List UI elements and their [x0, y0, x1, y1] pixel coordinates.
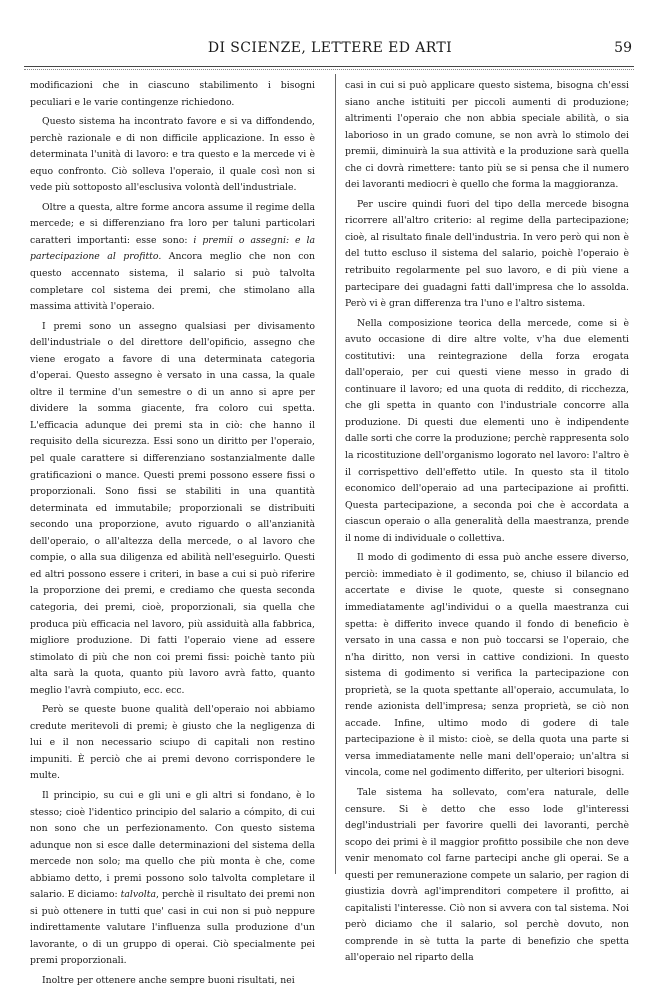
- page-number: 59: [614, 40, 632, 56]
- paragraph-text: Oltre a questa, altre forme ancora assume il regime della mercede; e si differenziano fra loro per taluni particolari caratteri importanti: esse sono:: [30, 201, 315, 246]
- running-header: [26, 40, 634, 62]
- running-title: DI SCIENZE, LETTERE ED ARTI: [207, 40, 453, 56]
- paragraph-text: Ancora meglio che non con questo accennato sistema, il salario si può talvolta completare col sistema dei premi, che stimolano alla massima attività l'operaio.: [30, 251, 315, 313]
- paragraph: I premi sono un assegno qualsiasi per divisamento dell'industriale o del direttore dell'opificio, assegno che viene erogato a favore di una determinata categoria d'operai. Questo assegno è versato in una cassa, la quale oltre il termine d'un semestre o di un anno si apre per dividere la somma giacente, fra coloro cui spetta. L'efficacia adunque dei premi sta in ciò: che hanno il requisito della sicurezza. Essi sono un diritto per l'operaio, pel quale carattere si differenziano sostanzialmente dalle gratificazioni o mance. Questi premi possono essere fissi o proporzionali. Sono fissi se stabiliti in una quantità determinata ed immutabile; proporzionali se distribuiti secondo una proporzione, avuto riguardo o all'anzianità dell'operaio, o all'altezza della mercede, o al lavoro che compie, o alla sua diligenza ed abilità nell'eseguirlo. Questi ed altri possono essere i criteri, in base a cui si può riferire la proporzione dei premi, e crediamo che questa seconda categoria, dei premi, cioè, proporzionali, sia quella che produca più efficacia nel lavoro, più assiduità alla fabbrica, migliore produzione. Di fatti l'operaio viene ad essere stimolato di più che non coi premi fissi: poichè tanto più alta sarà la quota, quanto più lavoro avrà fatto, quanto meglio l'avrà compiuto, ecc. ecc.: [30, 320, 315, 696]
- paragraph: Per uscire quindi fuori del tipo della mercede bisogna ricorrere all'altro criterio: al regime della partecipazione; cioè, al risultato finale dell'industria. In vero però qui non è del tutto escluso il sistema del salario, poichè l'operaio è retribuito regolarmente pel suo lavoro, e di più viene a partecipare dei guadagni fatti dall'impresa che lo assolda. Però vi è gran differenza tra l'uno e l'altro sistema.: [345, 198, 629, 310]
- paragraph: Nella composizione teorica della mercede, come si è avuto occasione di dire altre volte, v'ha due elementi costitutivi: una reintegrazione della forza erogata dall'operaio, per cui questi viene messo in grado di continuare il lavoro; ed una quota di reddito, di ricchezza, che gli spetta in quanto con l'industriale concorre alla produzione. Di questi due elementi uno è indipendente dalle sorti che corre la produzione; perchè rappresenta solo la ricostituzione dell'organismo logorato nel lavoro: l'altro è il corrispettivo dell'effetto utile. In questo sta il titolo economico dell'operaio ad una partecipazione ai profitti. Questa partecipazione, a seconda poi che è accordata a ciascun operaio o alla generalità della maestranza, prende il nome di individuale o collettiva.: [345, 317, 629, 544]
- paragraph: [30, 200, 315, 316]
- paragraph: Però se queste buone qualità dell'operaio noi abbiamo credute meritevoli di premi; è giusto che la negligenza di lui e il non necessario sciupo di capitali non restino impuniti. È perciò che ai premi devono corrispondere le multe.: [30, 704, 315, 782]
- italic-text: talvolta: [120, 889, 156, 901]
- italic-text: i premii o assegni: e la partecipazione al profitto.: [30, 234, 315, 263]
- paragraph: casi in cui si può applicare questo sistema, bisogna ch'essi siano anche istituiti per piccoli aumenti di produzione; altrimenti l'operaio che non abbia speciale abilità, o sia laborioso in un grado comune, se non avrà lo stimolo dei premii, diminuirà la sua attività e la produzione sarà quella che ci dovrà rimettere: tanto più se si pensa che il numero dei lavoranti mediocri è quello che forma la maggioranza.: [345, 80, 629, 191]
- paragraph-text: , perchè il risultato dei premi non si può ottenere in tutti que' casi in cui non si può neppure indirettamente valutare l'influenza sulla produzione d'un lavorante, o di un gruppo di operai. Ciò specialmente pei premi proporzionali.: [30, 889, 315, 967]
- paragraph-text: Il principio, su cui e gli uni e gli altri si fondano, è lo stesso; cioè l'identico principio del salario a cómpito, di cui non sono che un perfezionamento. Con questo sistema adunque non si esce dalle determinazioni del sistema della mercede non solo; ma quello che più monta è che, come abbiamo detto, i premi possono solo talvolta completare il salario. E diciamo:: [30, 789, 315, 901]
- header-rule: [24, 66, 634, 67]
- paragraph: Questo sistema ha incontrato favore e si va diffondendo, perchè razionale e di non difficile applicazione. In esso è determinata l'unità di lavoro: e tra questo e la mercede vi è equo confronto. Ciò solleva l'operaio, il quale così non si vede più sottoposto all'esclusiva volontà dell'industriale.: [30, 116, 315, 194]
- paragraph: [30, 788, 315, 970]
- paragraph: Inoltre per ottenere anche sempre buoni risultati, nei: [42, 974, 295, 986]
- paragraph: Tale sistema ha sollevato, com'era naturale, delle censure. Si è detto che esso lode gl'interessi degl'industriali per favorire quelli dei lavoranti, perchè scopo dei primi è il maggior profitto possibile che non deve venir menomato col farne partecipi anche gli operai. Se a questi per remunerazione compete un salario, per ragion di giustizia dovrà agl'imprenditori competere il profitto, ai capitalisti l'interesse. Ciò non si avvera con tal sistema. Noi però diciamo che il salario, sol perchè dovuto, non comprende in sè tutta la parte di benefizio che spetta all'operaio nel riparto della: [345, 786, 629, 964]
- right-column: [345, 78, 629, 967]
- paragraph: Il modo di godimento di essa può anche essere diverso, perciò: immediato è il godimento, se, chiuso il bilancio ed accertate e divise le quote, queste si consegnano immediatamente agl'individui o a quella maestranza cui spetta: è differito invece quando il fondo di beneficio è versato in una cassa e non può toccarsi se l'operaio, che n'ha diritto, non versi in cattive condizioni. In questo sistema di godimento si verifica la partecipazione con proprietà, se la quota spettante all'operaio, accumulata, lo rende azionista dell'impresa; senza proprietà, se ciò non accade. Infine, ultimo modo di godere di tale partecipazione è il misto: cioè, se della quota una parte si versa immediatamente nelle mani dell'operaio; un'altra si vincola, come nel godimento differito, per ulteriori bisogni.: [345, 552, 629, 779]
- left-column: [30, 78, 315, 990]
- column-divider: [335, 74, 336, 874]
- header-rule-dotted: [24, 69, 634, 70]
- paragraph: modificazioni che in ciascuno stabilimento i bisogni peculiari e le varie contingenze richiedono.: [30, 80, 315, 108]
